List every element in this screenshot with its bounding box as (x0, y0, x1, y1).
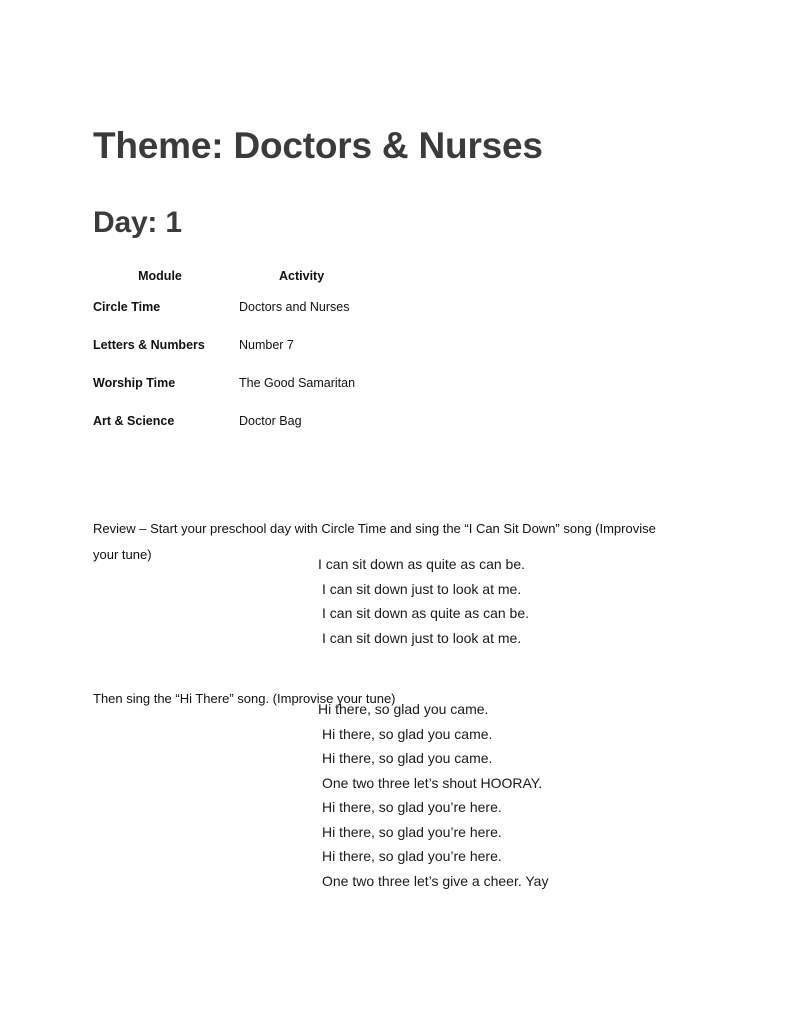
cell-activity: Doctor Bag (239, 414, 302, 428)
lyric-line: I can sit down just to look at me. (322, 629, 522, 646)
page-title: Theme: Doctors & Nurses (93, 125, 543, 166)
cell-module: Letters & Numbers (93, 338, 205, 352)
table-row (93, 413, 513, 451)
lyric-line: Hi there, so glad you came. (322, 725, 493, 742)
lyric-line: I can sit down just to look at me. (322, 580, 522, 597)
schedule-table (93, 268, 513, 451)
table-row (93, 375, 513, 413)
lyric-line: Hi there, so glad you’re here. (322, 823, 502, 840)
cell-module: Circle Time (93, 300, 161, 314)
lyric-line: One two three let’s give a cheer. Yay (322, 872, 549, 889)
song-lyrics-i-can-sit-down (93, 552, 683, 650)
review-paragraph: Review – Start your preschool day with Circle Time and sing the “I Can Sit Down” song (Improvise your tune) (93, 521, 656, 562)
column-header-activity: Activity (279, 269, 325, 283)
lyric-line: Hi there, so glad you came. (318, 701, 489, 717)
lyric-line: Hi there, so glad you’re here. (322, 799, 502, 815)
lyric-line: Hi there, so glad you’re here. (322, 848, 502, 864)
cell-module: Worship Time (93, 376, 176, 390)
cell-activity: Number 7 (239, 338, 294, 352)
table-header (93, 268, 513, 299)
column-header-module: Module (138, 269, 182, 283)
table-header-row (93, 268, 513, 299)
lyric-line: I can sit down as quite as can be. (322, 605, 530, 621)
lyric-line: I can sit down as quite as can be. (318, 556, 526, 572)
cell-activity: Doctors and Nurses (239, 300, 350, 314)
cell-module: Art & Science (93, 414, 175, 428)
table-row (93, 299, 513, 337)
then-sing-paragraph: Then sing the “Hi There” song. (Improvise your tune) (93, 691, 396, 706)
lyric-line: Hi there, so glad you came. (322, 750, 493, 766)
cell-activity: The Good Samaritan (239, 376, 356, 390)
table-body (93, 299, 513, 451)
lyric-line: One two three let’s shout HOORAY. (322, 774, 543, 791)
table-row (93, 337, 513, 375)
song-lyrics-hi-there (93, 697, 683, 893)
day-heading: Day: 1 (93, 206, 182, 239)
